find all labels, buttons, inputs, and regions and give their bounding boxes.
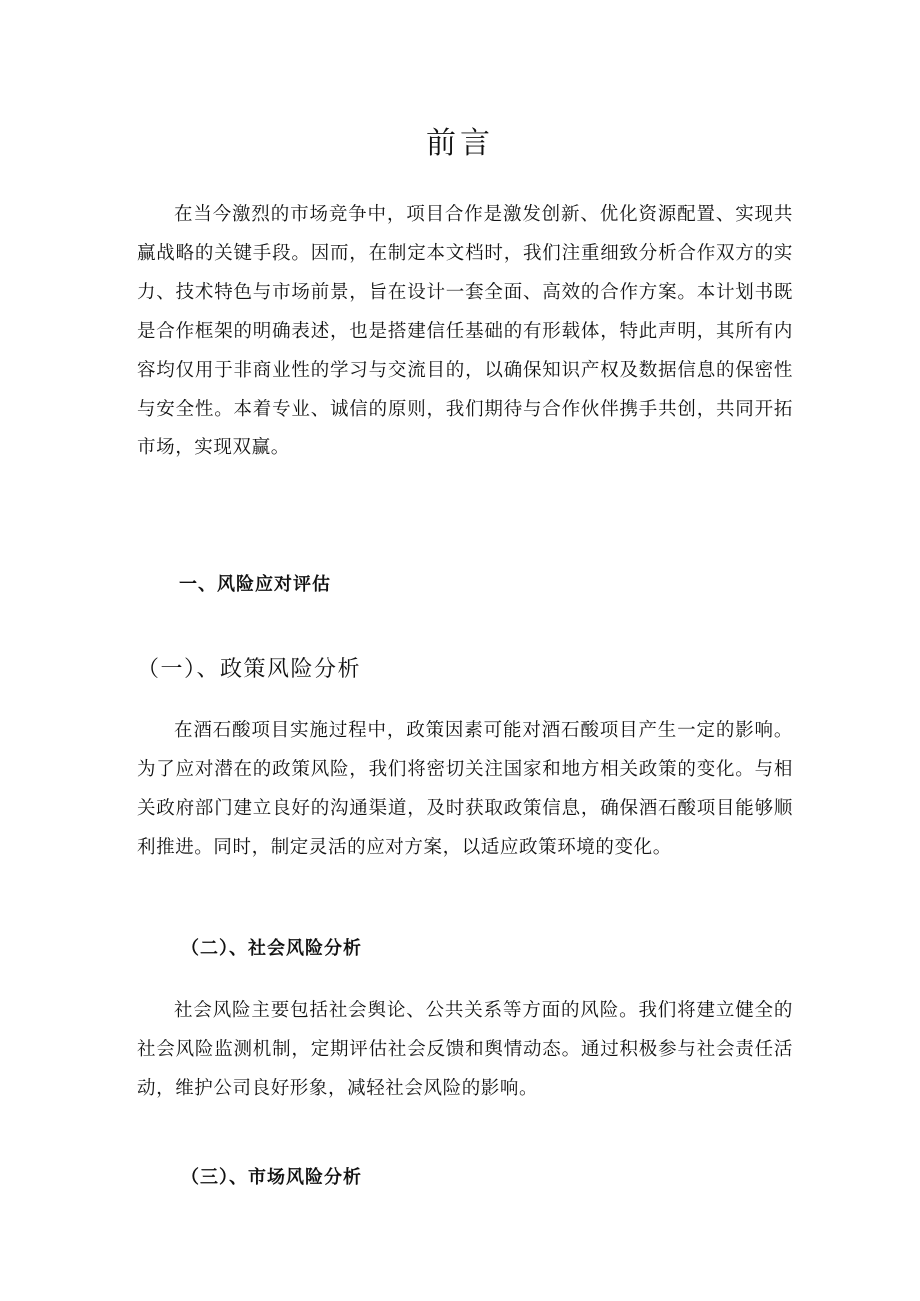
section-heading-risk-assessment: 一、风险应对评估 <box>179 574 331 595</box>
social-risk-paragraph: 社会风险主要包括社会舆论、公共关系等方面的风险。我们将建立健全的社会风险监测机制，定期评估社会反馈和舆情动态。通过积极参与社会责任活动，维护公司良好形象，减轻社会风险的影响。 <box>137 1000 793 1099</box>
policy-risk-paragraph: 在酒石酸项目实施过程中，政策因素可能对酒石酸项目产生一定的影响。为了应对潜在的政策风险，我们将密切关注国家和地方相关政策的变化。与相关政府部门建立良好的沟通渠道，及时获取政策信息，确保酒石酸项目能够顺利推进。同时，制定灵活的应对方案，以适应政策环境的变化。 <box>137 720 793 858</box>
subsection-heading-social-risk: （二）、社会风险分析 <box>181 938 362 959</box>
subsection-heading-policy-risk: （一）、政策风险分析 <box>137 657 362 682</box>
subsection-heading-market-risk: （三）、市场风险分析 <box>181 1167 362 1188</box>
intro-paragraph: 在当今激烈的市场竞争中，项目合作是激发创新、优化资源配置、实现共赢战略的关键手段。因而，在制定本文档时，我们注重细致分析合作双方的实力、技术特色与市场前景，旨在设计一套全面、高效的合作方案。本计划书既是合作框架的明确表述，也是搭建信任基础的有形载体，特此声明，其所有内容均仅用于非商业性的学习与交流目的，以确保知识产权及数据信息的保密性与安全性。本着专业、诚信的原则，我们期待与合作伙伴携手共创，共同开拓市场，实现双赢。 <box>137 204 793 459</box>
page-title: 前言 <box>426 126 494 161</box>
